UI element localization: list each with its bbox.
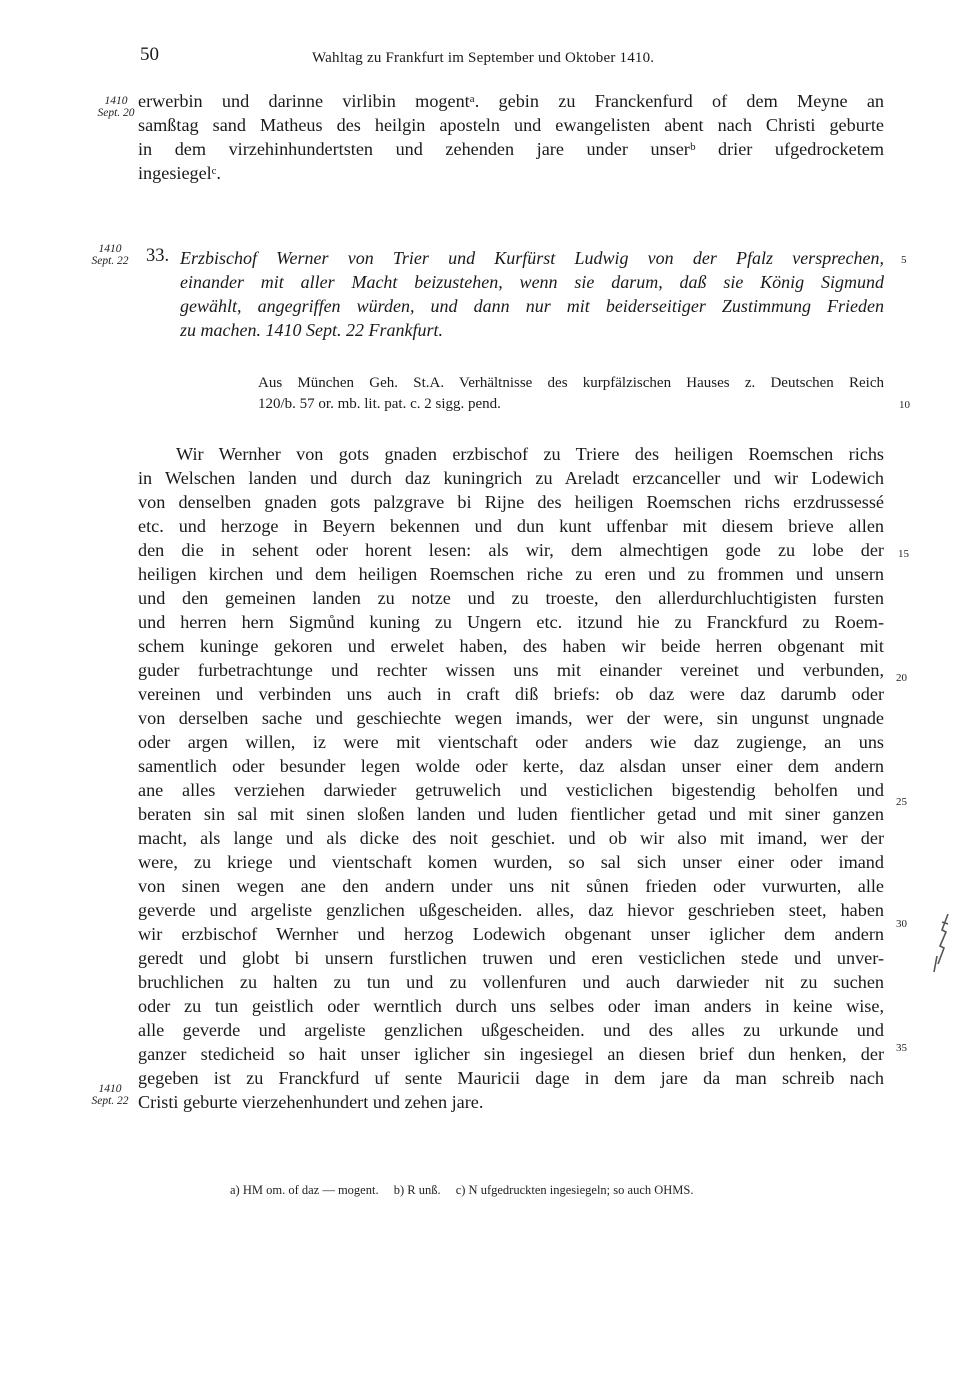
margin-date-day: Sept. 22 bbox=[91, 1095, 129, 1107]
text-line: heiligen kirchen und dem heiligen Roemschen riche zu eren und zu frommen und unsern bbox=[138, 564, 884, 584]
text-line: erwerbin und darinne virlibin mogentᵃ. gebin zu Franckenfurd of dem Meyne an bbox=[138, 91, 884, 111]
running-title: Wahltag zu Frankfurt im September und Oktober 1410. bbox=[312, 50, 655, 66]
footnotes bbox=[230, 1183, 706, 1198]
source-note bbox=[258, 373, 884, 415]
footnote-a: a) HM om. of daz — mogent. bbox=[230, 1183, 379, 1197]
text-line: alle geverde und argeliste genzlichen ußgescheiden. und des alles zu urkunde und bbox=[138, 1020, 884, 1040]
text-line: oder argen willen, iz were mit vientschaft oder anders wie daz zugienge, an uns bbox=[138, 732, 884, 752]
document-heading bbox=[180, 246, 884, 270]
margin-date-day: Sept. 20 bbox=[97, 107, 135, 119]
text-line: beraten sin sal mit sinen sloßen landen und luden fientlicher getad und mit siner ganzen bbox=[138, 804, 884, 824]
margin-date-year: 1410 bbox=[98, 243, 122, 255]
text-line: Wir Wernher von gots gnaden erzbischof zu Triere des heiligen Roemschen richs bbox=[176, 444, 884, 464]
text-line: macht, als lange und als dicke des noit geschiet. und ob wir also mit imand, wer der bbox=[138, 828, 884, 848]
text-line: von denselben gnaden gots palzgrave bi Rijne des heiligen Roemschen richs erzdrussessé bbox=[138, 492, 884, 512]
text-line: ingesiegelᶜ. bbox=[138, 163, 221, 183]
text-line: schem kuninge gekoren und erwelet haben, des haben wir beide herren obgenant mit bbox=[138, 636, 884, 656]
line-number: 30 bbox=[896, 918, 907, 930]
text-line: wir erzbischof Wernher und herzog Lodewich obgenant unser iglicher dem andern bbox=[138, 924, 884, 944]
text-line: von sinen wegen ane den andern under uns nit sůnen frieden oder vurwurten, alle bbox=[138, 876, 884, 896]
line-number: 10 bbox=[899, 399, 910, 411]
text-line: samentlich oder besunder legen wolde oder kerte, daz alsdan unser einer dem andern bbox=[138, 756, 884, 776]
margin-date bbox=[94, 95, 138, 119]
intro-text bbox=[138, 89, 884, 185]
margin-date-year: 1410 bbox=[104, 95, 128, 107]
margin-date bbox=[88, 243, 132, 267]
text-line: oder zu tun geistlich oder werntlich durch uns selbes oder iman anders in keine wise, bbox=[138, 996, 884, 1016]
text-line: bruchlichen zu halten zu tun und zu vollenfuren und auch darwieder nit zu suchen bbox=[138, 972, 884, 992]
page-number: 50 bbox=[140, 44, 159, 65]
margin-date-day: Sept. 22 bbox=[91, 255, 129, 267]
source-line: Aus München Geh. St.A. Verhältnisse des kurpfälzischen Hauses z. Deutschen Reich bbox=[258, 375, 884, 391]
document-heading-cont bbox=[180, 270, 884, 342]
heading-line: einander mit aller Macht beizustehen, wenn sie darum, daß sie König Sigmund bbox=[180, 272, 884, 292]
margin-date bbox=[86, 1083, 134, 1107]
line-number: 15 bbox=[898, 548, 909, 560]
text-line: were, zu kriege und vientschaft komen wurden, so sal sich unser einer oder imand bbox=[138, 852, 884, 872]
source-line: 120/b. 57 or. mb. lit. pat. c. 2 sigg. pend. bbox=[258, 396, 501, 412]
heading-line: Erzbischof Werner von Trier und Kurfürst Ludwig von der Pfalz versprechen, bbox=[180, 248, 884, 268]
text-line: samßtag sand Matheus des heilgin aposteln und ewangelisten abent nach Christi geburte bbox=[138, 115, 884, 135]
text-line: vereinen und verbinden uns auch in craft diß briefs: ob daz were daz darumb oder bbox=[138, 684, 884, 704]
heading-line: zu machen. 1410 Sept. 22 Frankfurt. bbox=[180, 320, 443, 340]
footnote-c: c) N ufgedruckten ingesiegeln; so auch OHMS. bbox=[455, 1183, 694, 1197]
margin-scribble-mark bbox=[928, 912, 956, 974]
text-line: ganzer stedicheid so hait unser iglicher sin ingesiegel an diesen brief dun henken, der bbox=[138, 1044, 884, 1064]
document-body bbox=[138, 442, 884, 1114]
document-number: 33. bbox=[146, 246, 170, 266]
line-number: 5 bbox=[901, 254, 907, 266]
heading-line: gewählt, angegriffen würden, und dann nur mit beiderseitiger Zustimmung Frieden bbox=[180, 296, 884, 316]
text-line: Cristi geburte vierzehenhundert und zehen jare. bbox=[138, 1092, 484, 1112]
line-number: 25 bbox=[896, 796, 907, 808]
margin-date-year: 1410 bbox=[98, 1083, 122, 1095]
text-line: geredt und globt bi unsern furstlichen truwen und eren vesticlichen stede und unver- bbox=[138, 948, 884, 968]
text-line: in dem virzehinhundertsten und zehenden jare under unserᵇ drier ufgedrocketem bbox=[138, 139, 884, 159]
line-number: 35 bbox=[896, 1042, 907, 1054]
text-line: geverde und argeliste genzlichen ußgescheiden. alles, daz hievor geschrieben steet, haben bbox=[138, 900, 884, 920]
text-line: guder furbetrachtunge und rechter wissen uns mit einander vereinet und verbunden, bbox=[138, 660, 884, 680]
line-number: 20 bbox=[896, 672, 907, 684]
text-line: gegeben ist zu Franckfurd uf sente Mauricii dage in dem jare da man schreib nach bbox=[138, 1068, 884, 1088]
text-line: und herren hern Sigmůnd kuning zu Ungern etc. itzund hie zu Franckfurd zu Roem- bbox=[138, 612, 884, 632]
text-line: etc. und herzoge in Beyern bekennen und dun kunt uffenbar mit diesem brieve allen bbox=[138, 516, 884, 536]
text-line: ane alles verziehen darwieder getruwelich und vesticlichen bigestendig beholfen und bbox=[138, 780, 884, 800]
text-line: in Welschen landen und durch daz kuningrich zu Areladt erzcanceller und wir Lodewich bbox=[138, 468, 884, 488]
text-line: den die in sehent oder horent lesen: als wir, dem almechtigen gode zu lobe der bbox=[138, 540, 884, 560]
text-line: und den gemeinen landen zu notze und zu troeste, den allerdurchluchtigisten fursten bbox=[138, 588, 884, 608]
footnote-b: b) R unß. bbox=[393, 1183, 441, 1197]
text-line: von derselben sache und geschiechte wegen imands, wer der were, sin ungunst ungnade bbox=[138, 708, 884, 728]
